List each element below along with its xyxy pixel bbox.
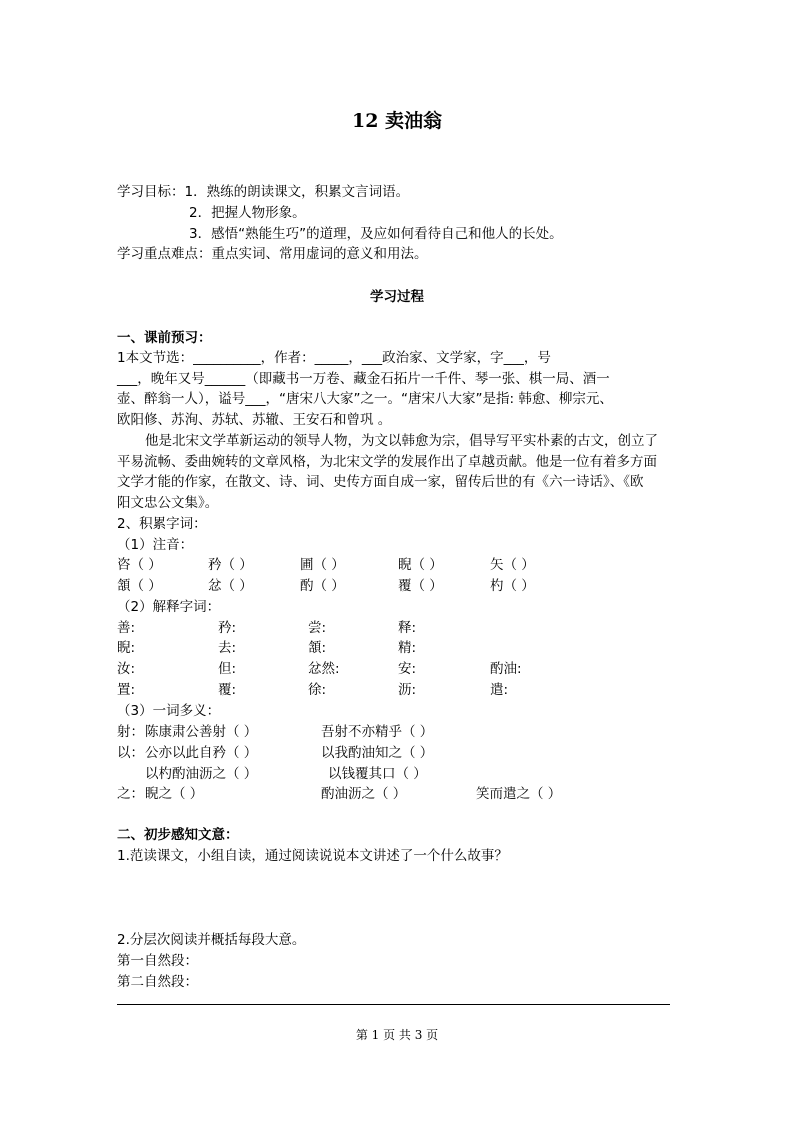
pinyin-heading: （1）注音：: [117, 537, 194, 553]
bio-line-4: 阳文忠公文集》。: [117, 495, 219, 511]
explain-item: 释:: [398, 620, 417, 636]
preview-line-1: 1本文节选：__________，作者：_____，___政治家、文学家，字___，号: [117, 350, 551, 366]
pinyin-item: 忿（ ）: [208, 578, 253, 594]
polysemy-item: 吾射不亦精乎（ ）: [321, 724, 434, 740]
section1-heading: 一、课前预习：: [117, 330, 212, 346]
explain-item: 善:: [117, 620, 136, 636]
polysemy-item: 以钱覆其口（ ）: [328, 766, 427, 782]
pinyin-item: 矜（ ）: [208, 557, 253, 573]
footer-divider: [117, 1004, 670, 1005]
section2-heading: 二、初步感知文意：: [117, 827, 239, 843]
explain-item: 去:: [218, 640, 237, 656]
key-points-line: 学习重点难点：重点实词、常用虚词的意义和用法。: [117, 246, 428, 262]
pinyin-item: 矢（ ）: [490, 557, 535, 573]
polysemy-item: 陈康肃公善射（ ）: [145, 724, 258, 740]
polysemy-item: 以杓酌油沥之（ ）: [145, 766, 258, 782]
polysemy-label: 之：: [117, 786, 144, 802]
preview-line-3: 壶、醉翁一人），谥号___，“唐宋八大家”之一。“唐宋八大家”是指: 韩愈、柳宗元、: [117, 391, 613, 407]
pinyin-item: 杓（ ）: [490, 578, 535, 594]
objectives-line-3: 3．感悟“熟能生巧”的道理，及应如何看待自己和他人的长处。: [189, 226, 563, 242]
polysemy-item: 酌油沥之（ ）: [321, 786, 407, 802]
pinyin-item: 圃（ ）: [300, 557, 345, 573]
bio-line-2: 平易流畅、委曲婉转的文章风格，为北宋文学的发展作出了卓越贡献。他是一位有着多方面: [117, 454, 657, 470]
explain-item: 矜:: [218, 620, 237, 636]
explain-item: 遣:: [490, 682, 509, 698]
explain-item: 酌油:: [490, 661, 522, 677]
preview-line-2: ___，晚年又号______（即藏书一万卷、藏金石拓片一千件、琴一张、棋一局、酒一: [117, 371, 610, 387]
pinyin-item: 咨（ ）: [117, 557, 162, 573]
bio-line-3: 文学才能的作家，在散文、诗、词、史传方面自成一家，留传后世的有《六一诗话》、《欧: [117, 474, 644, 490]
objectives-line-2: 2．把握人物形象。: [189, 205, 306, 221]
question-2: 2.分层次阅读并概括每段大意。: [117, 932, 306, 948]
explain-item: 睨:: [117, 640, 136, 656]
vocab-heading: 2、积累字词：: [117, 516, 207, 532]
polysemy-label: 射：: [117, 724, 144, 740]
paragraph-2-label: 第二自然段：: [117, 974, 198, 990]
polysemy-heading: （3）一词多义：: [117, 703, 221, 719]
explain-item: 忿然:: [308, 661, 340, 677]
pinyin-item: 酌（ ）: [300, 578, 345, 594]
preview-line-4: 欧阳修、苏洵、苏轼、苏辙、王安石和曾巩 。: [117, 412, 392, 428]
pinyin-item: 頷（ ）: [117, 578, 162, 594]
objectives-line-1: 学习目标：1．熟练的朗读课文，积累文言词语。: [117, 184, 410, 200]
explain-item: 沥:: [398, 682, 417, 698]
pinyin-item: 睨（ ）: [398, 557, 443, 573]
explain-item: 尝:: [308, 620, 327, 636]
explain-item: 覆:: [218, 682, 237, 698]
page-title: 12 卖油翁: [351, 110, 443, 132]
explain-item: 安:: [398, 661, 417, 677]
polysemy-label: 以：: [117, 745, 144, 761]
polysemy-item: 公亦以此自矜（ ）: [145, 745, 258, 761]
polysemy-item: 笑而遣之（ ）: [476, 786, 562, 802]
explain-item: 頷:: [308, 640, 327, 656]
question-1: 1.范读课文，小组自读，通过阅读说说本文讲述了一个什么故事？: [117, 848, 508, 864]
bio-line-1: 他是北宋文学革新运动的领导人物，为文以韩愈为宗，倡导写平实朴素的古文，创立了: [145, 433, 658, 449]
paragraph-1-label: 第一自然段：: [117, 953, 198, 969]
polysemy-item: 以我酌油知之（ ）: [321, 745, 434, 761]
explain-item: 徐:: [308, 682, 327, 698]
pinyin-item: 覆（ ）: [398, 578, 443, 594]
process-heading: 学习过程: [370, 289, 424, 305]
page-footer: 第 1 页 共 3 页: [355, 1028, 439, 1042]
explain-heading: （2）解释字词：: [117, 599, 221, 615]
polysemy-item: 睨之（ ）: [145, 786, 204, 802]
explain-item: 但:: [218, 661, 237, 677]
explain-item: 精:: [398, 640, 417, 656]
explain-item: 置:: [117, 682, 136, 698]
explain-item: 汝:: [117, 661, 136, 677]
